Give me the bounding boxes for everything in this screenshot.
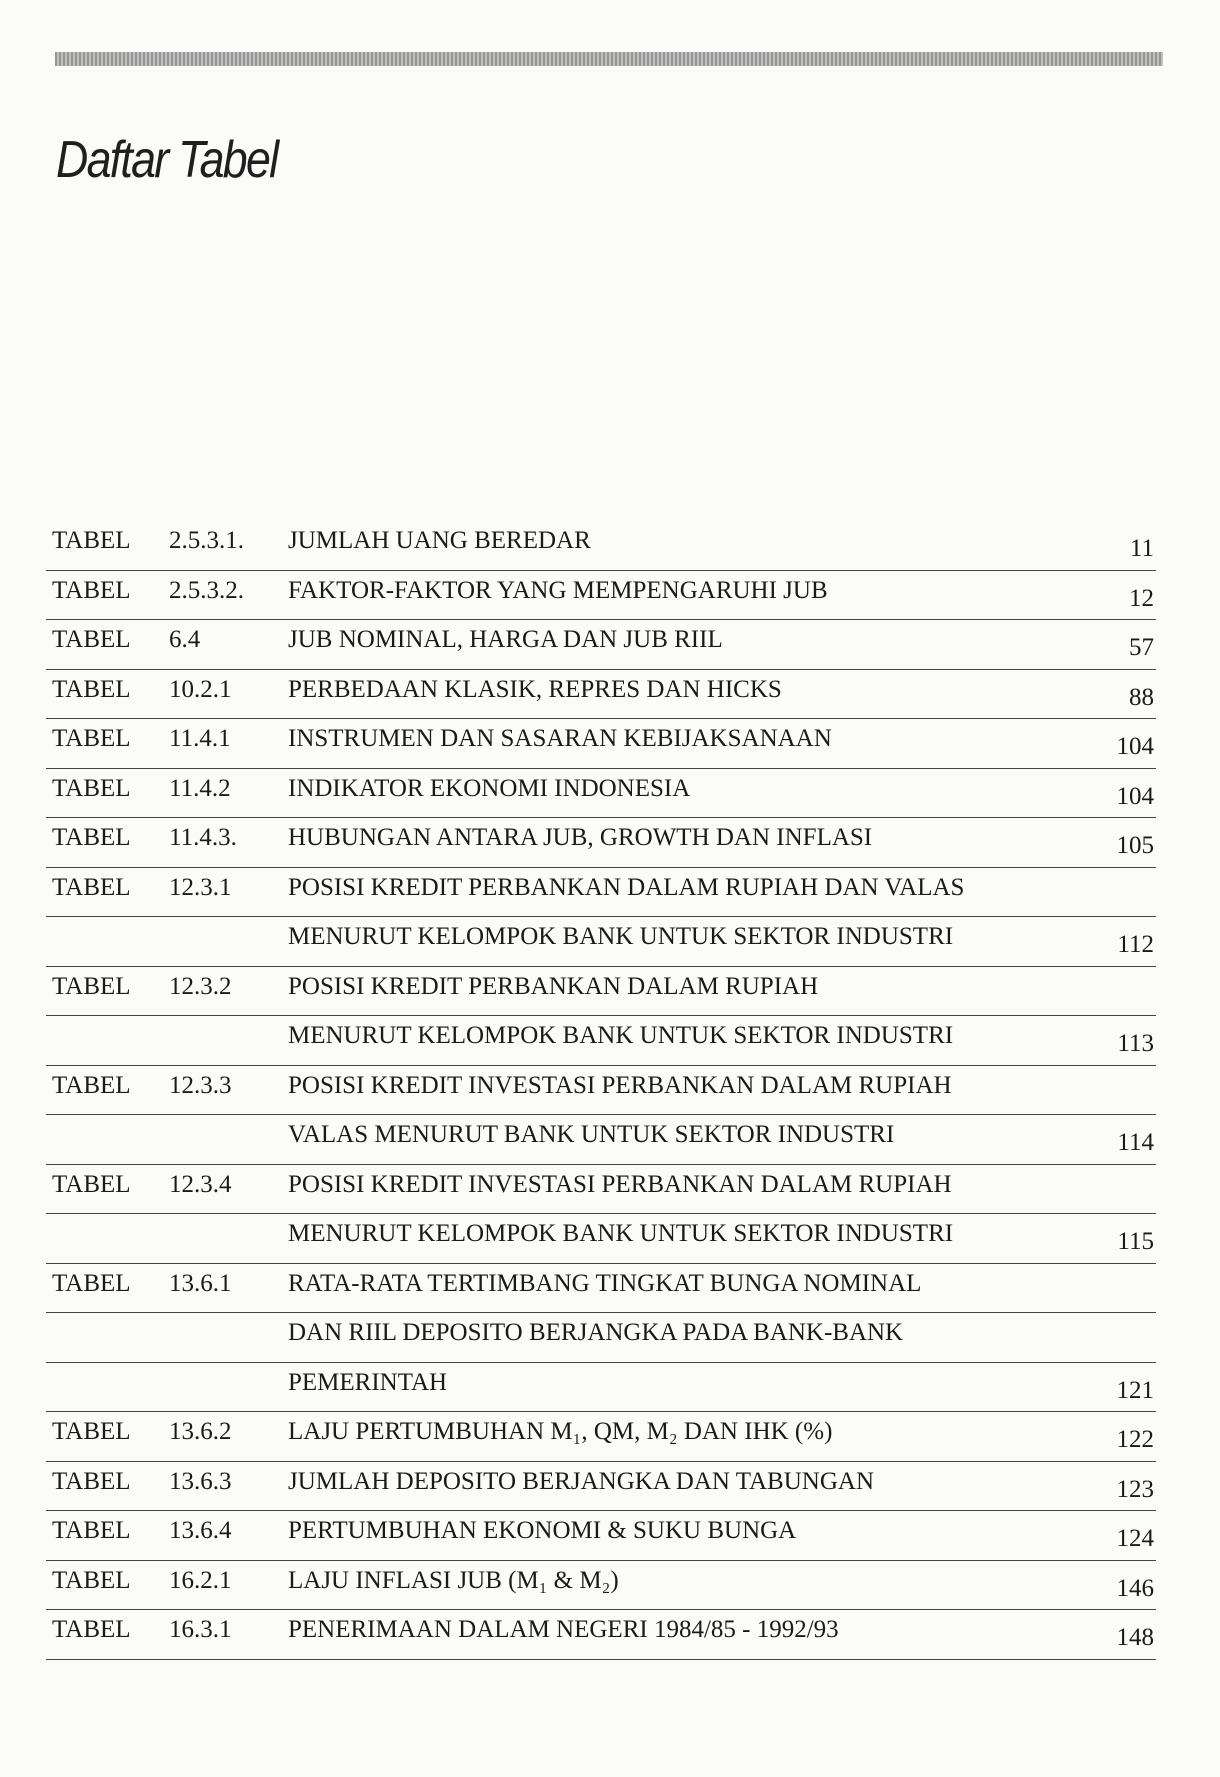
entry-number: 11.4.1 <box>169 725 231 752</box>
entry-label: TABEL <box>52 1418 131 1445</box>
toc-entry <box>46 1462 1156 1512</box>
entry-title: PERTUMBUHAN EKONOMI & SUKU BUNGA <box>288 1517 797 1544</box>
entry-title: FAKTOR-FAKTOR YANG MEMPENGARUHI JUB <box>288 576 828 604</box>
entry-number: 12.3.4 <box>169 1170 232 1198</box>
entry-page-number: 114 <box>1117 1129 1154 1156</box>
entry-page-number: 104 <box>1116 733 1154 760</box>
toc-entry-continuation <box>46 1016 1156 1066</box>
entry-title: JUMLAH DEPOSITO BERJANGKA DAN TABUNGAN <box>288 1467 874 1495</box>
entry-number: 13.6.2 <box>169 1418 232 1445</box>
entry-page-number: 112 <box>1117 931 1154 958</box>
entry-title: LAJU INFLASI JUB (M₁ & M₂) <box>288 1566 619 1594</box>
toc-entry <box>46 1264 1156 1314</box>
entry-page-number: 105 <box>1116 832 1154 859</box>
entry-label: TABEL <box>52 972 131 1000</box>
entry-title: LAJU PERTUMBUHAN M₁, QM, M₂ DAN IHK (%) <box>288 1418 833 1445</box>
toc-entry <box>46 1610 1156 1660</box>
entry-number: 2.5.3.1. <box>169 527 244 554</box>
entry-label: TABEL <box>52 774 131 802</box>
entry-label: TABEL <box>52 675 131 703</box>
entry-number: 13.6.4 <box>169 1517 232 1544</box>
entry-page-number: 122 <box>1116 1426 1154 1453</box>
entry-label: TABEL <box>52 1517 131 1544</box>
entry-number: 10.2.1 <box>169 675 232 703</box>
entry-number: 13.6.1 <box>169 1269 232 1297</box>
entry-page-number: 57 <box>1129 634 1154 661</box>
entry-title: MENURUT KELOMPOK BANK UNTUK SEKTOR INDUSTRI <box>288 923 954 950</box>
entry-title: PENERIMAAN DALAM NEGERI 1984/85 - 1992/93 <box>288 1616 839 1643</box>
entry-number: 12.3.1 <box>169 873 232 901</box>
entry-title: POSISI KREDIT INVESTASI PERBANKAN DALAM RUPIAH <box>288 1071 952 1099</box>
toc-entry <box>46 1511 1156 1561</box>
entry-label: TABEL <box>52 873 131 901</box>
entry-page-number: 11 <box>1129 535 1154 562</box>
entry-page-number: 115 <box>1117 1228 1154 1255</box>
entry-number: 11.4.3. <box>169 824 237 851</box>
entry-title: DAN RIIL DEPOSITO BERJANGKA PADA BANK-BANK <box>288 1319 904 1346</box>
toc-entry <box>46 967 1156 1017</box>
entry-title: POSISI KREDIT PERBANKAN DALAM RUPIAH DAN VALAS <box>288 873 965 901</box>
toc-entry <box>46 571 1156 621</box>
table-list <box>46 521 1156 1660</box>
entry-number: 16.2.1 <box>169 1566 232 1594</box>
toc-entry <box>46 1412 1156 1462</box>
toc-entry <box>46 769 1156 819</box>
entry-number: 11.4.2 <box>169 774 231 802</box>
toc-entry <box>46 719 1156 769</box>
toc-entry-continuation <box>46 1115 1156 1165</box>
toc-entry <box>46 620 1156 670</box>
toc-entry <box>46 868 1156 918</box>
entry-title: INSTRUMEN DAN SASARAN KEBIJAKSANAAN <box>288 725 832 752</box>
toc-entry <box>46 1066 1156 1116</box>
entry-number: 12.3.2 <box>169 972 232 1000</box>
entry-label: TABEL <box>52 576 131 604</box>
entry-number: 6.4 <box>169 626 201 653</box>
toc-entry <box>46 1165 1156 1215</box>
toc-entry <box>46 1561 1156 1611</box>
entry-label: TABEL <box>52 1269 131 1297</box>
entry-page-number: 146 <box>1116 1574 1154 1602</box>
entry-label: TABEL <box>52 1566 131 1594</box>
entry-label: TABEL <box>52 1170 131 1198</box>
entry-label: TABEL <box>52 1616 131 1643</box>
entry-page-number: 113 <box>1117 1030 1154 1057</box>
entry-title: JUB NOMINAL, HARGA DAN JUB RIIL <box>288 626 723 653</box>
entry-title: MENURUT KELOMPOK BANK UNTUK SEKTOR INDUSTRI <box>288 1022 954 1049</box>
entry-title: PEMERINTAH <box>288 1368 448 1396</box>
entry-number: 13.6.3 <box>169 1467 232 1495</box>
entry-number: 2.5.3.2. <box>169 576 244 604</box>
entry-page-number: 121 <box>1116 1376 1154 1404</box>
entry-title: INDIKATOR EKONOMI INDONESIA <box>288 774 691 802</box>
toc-entry-continuation <box>46 917 1156 967</box>
toc-entry <box>46 521 1156 571</box>
entry-page-number: 124 <box>1116 1525 1154 1552</box>
entry-title: RATA-RATA TERTIMBANG TINGKAT BUNGA NOMINAL <box>288 1269 922 1297</box>
toc-entry <box>46 818 1156 868</box>
entry-number: 16.3.1 <box>169 1616 232 1643</box>
entry-title: VALAS MENURUT BANK UNTUK SEKTOR INDUSTRI <box>288 1121 895 1148</box>
entry-number: 12.3.3 <box>169 1071 232 1099</box>
entry-label: TABEL <box>52 527 131 554</box>
entry-title: MENURUT KELOMPOK BANK UNTUK SEKTOR INDUSTRI <box>288 1220 954 1247</box>
toc-entry <box>46 670 1156 720</box>
entry-label: TABEL <box>52 1071 131 1099</box>
page-title: Daftar Tabel <box>56 131 278 189</box>
entry-page-number: 104 <box>1116 782 1154 810</box>
top-decorative-rule <box>55 52 1163 66</box>
entry-page-number: 148 <box>1116 1624 1154 1651</box>
entry-label: TABEL <box>52 725 131 752</box>
entry-title: JUMLAH UANG BEREDAR <box>288 527 591 554</box>
entry-label: TABEL <box>52 824 131 851</box>
entry-title: HUBUNGAN ANTARA JUB, GROWTH DAN INFLASI <box>288 824 873 851</box>
toc-entry-continuation <box>46 1313 1156 1363</box>
entry-page-number: 12 <box>1129 584 1154 612</box>
entry-title: POSISI KREDIT PERBANKAN DALAM RUPIAH <box>288 972 819 1000</box>
toc-entry-continuation <box>46 1214 1156 1264</box>
entry-page-number: 123 <box>1116 1475 1154 1503</box>
entry-title: POSISI KREDIT INVESTASI PERBANKAN DALAM RUPIAH <box>288 1170 952 1198</box>
toc-entry-continuation <box>46 1363 1156 1413</box>
entry-label: TABEL <box>52 626 131 653</box>
entry-title: PERBEDAAN KLASIK, REPRES DAN HICKS <box>288 675 782 703</box>
entry-page-number: 88 <box>1129 683 1154 711</box>
entry-label: TABEL <box>52 1467 131 1495</box>
